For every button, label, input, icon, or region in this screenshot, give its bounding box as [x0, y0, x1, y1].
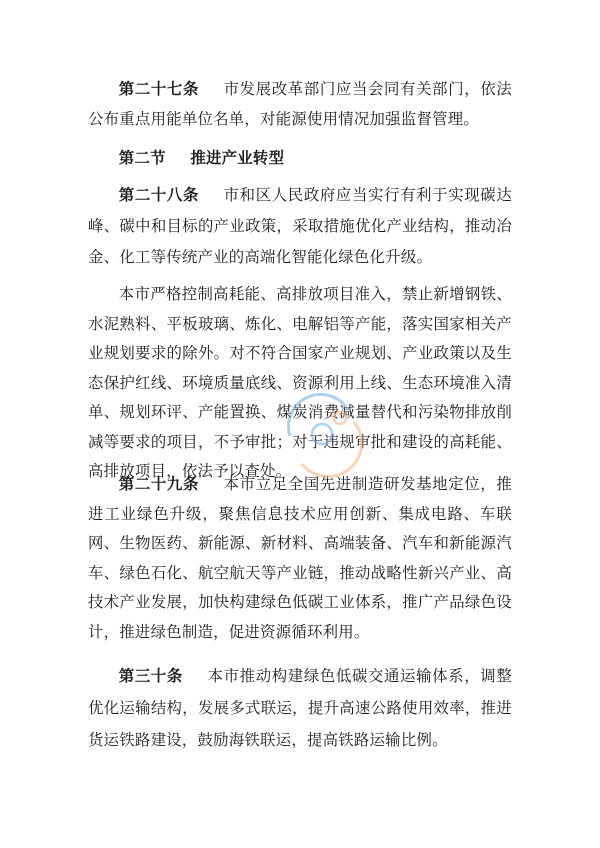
watermark-logo-icon: [262, 372, 382, 492]
section-number: 第二节: [118, 149, 166, 167]
article-27-text: 市发展改革部门应当会同有关部门，依法公布重点用能单位名单，对能源使用情况加强监督管理。: [88, 80, 512, 128]
article-28-text: 市和区人民政府应当实行有利于实现碳达峰、碳中和目标的产业政策，采取措施优化产业结构，推动冶金、化工等传统产业的高端化智能化绿色化升级。: [88, 186, 512, 266]
article-29-number: 第二十九条: [118, 475, 200, 493]
article-29-text: 本市立足全国先进制造研发基地定位，推进工业绿色升级，聚焦信息技术应用创新、集成电路、车联网、生物医药、新能源、新材料、高端装备、汽车和新能源汽车、绿色石化、航空航天等产业链，推动战略性新兴产业、高技术产业发展，加快构建绿色低碳工业体系，推广产品绿色设计，推进绿色制造，促进资源循环利用。: [88, 475, 512, 641]
article-30-text: 本市推动构建绿色低碳交通运输体系，调整优化运输结构，发展多式联运，提升高速公路使用效率，推进货运铁路建设，鼓励海铁联运，提高铁路运输比例。: [88, 667, 512, 749]
article-29: [88, 470, 512, 647]
article-28-paragraph-2-text: 本市严格控制高耗能、高排放项目准入，禁止新增钢铁、水泥熟料、平板玻璃、炼化、电解铝等产能，落实国家相关产业规划要求的除外。对不符合国家产业规划、产业政策以及生态保护红线、环境质量底线、资源利用上线、生态环境准入清单、规划环评、产能置换、煤炭消费减量替代和污染物排放削减等要求的项目，不予审批；对于违规审批和建设的高耗能、高排放项目，依法予以查处。: [88, 285, 512, 480]
section-heading: [88, 148, 512, 168]
article-27-number: 第二十七条: [118, 80, 200, 98]
article-28-number: 第二十八条: [118, 186, 200, 204]
article-30-number: 第三十条: [118, 667, 183, 685]
article-28: [88, 180, 512, 273]
article-30: [88, 660, 512, 756]
section-title: 推进产业转型: [190, 149, 285, 167]
article-27: [88, 74, 512, 134]
